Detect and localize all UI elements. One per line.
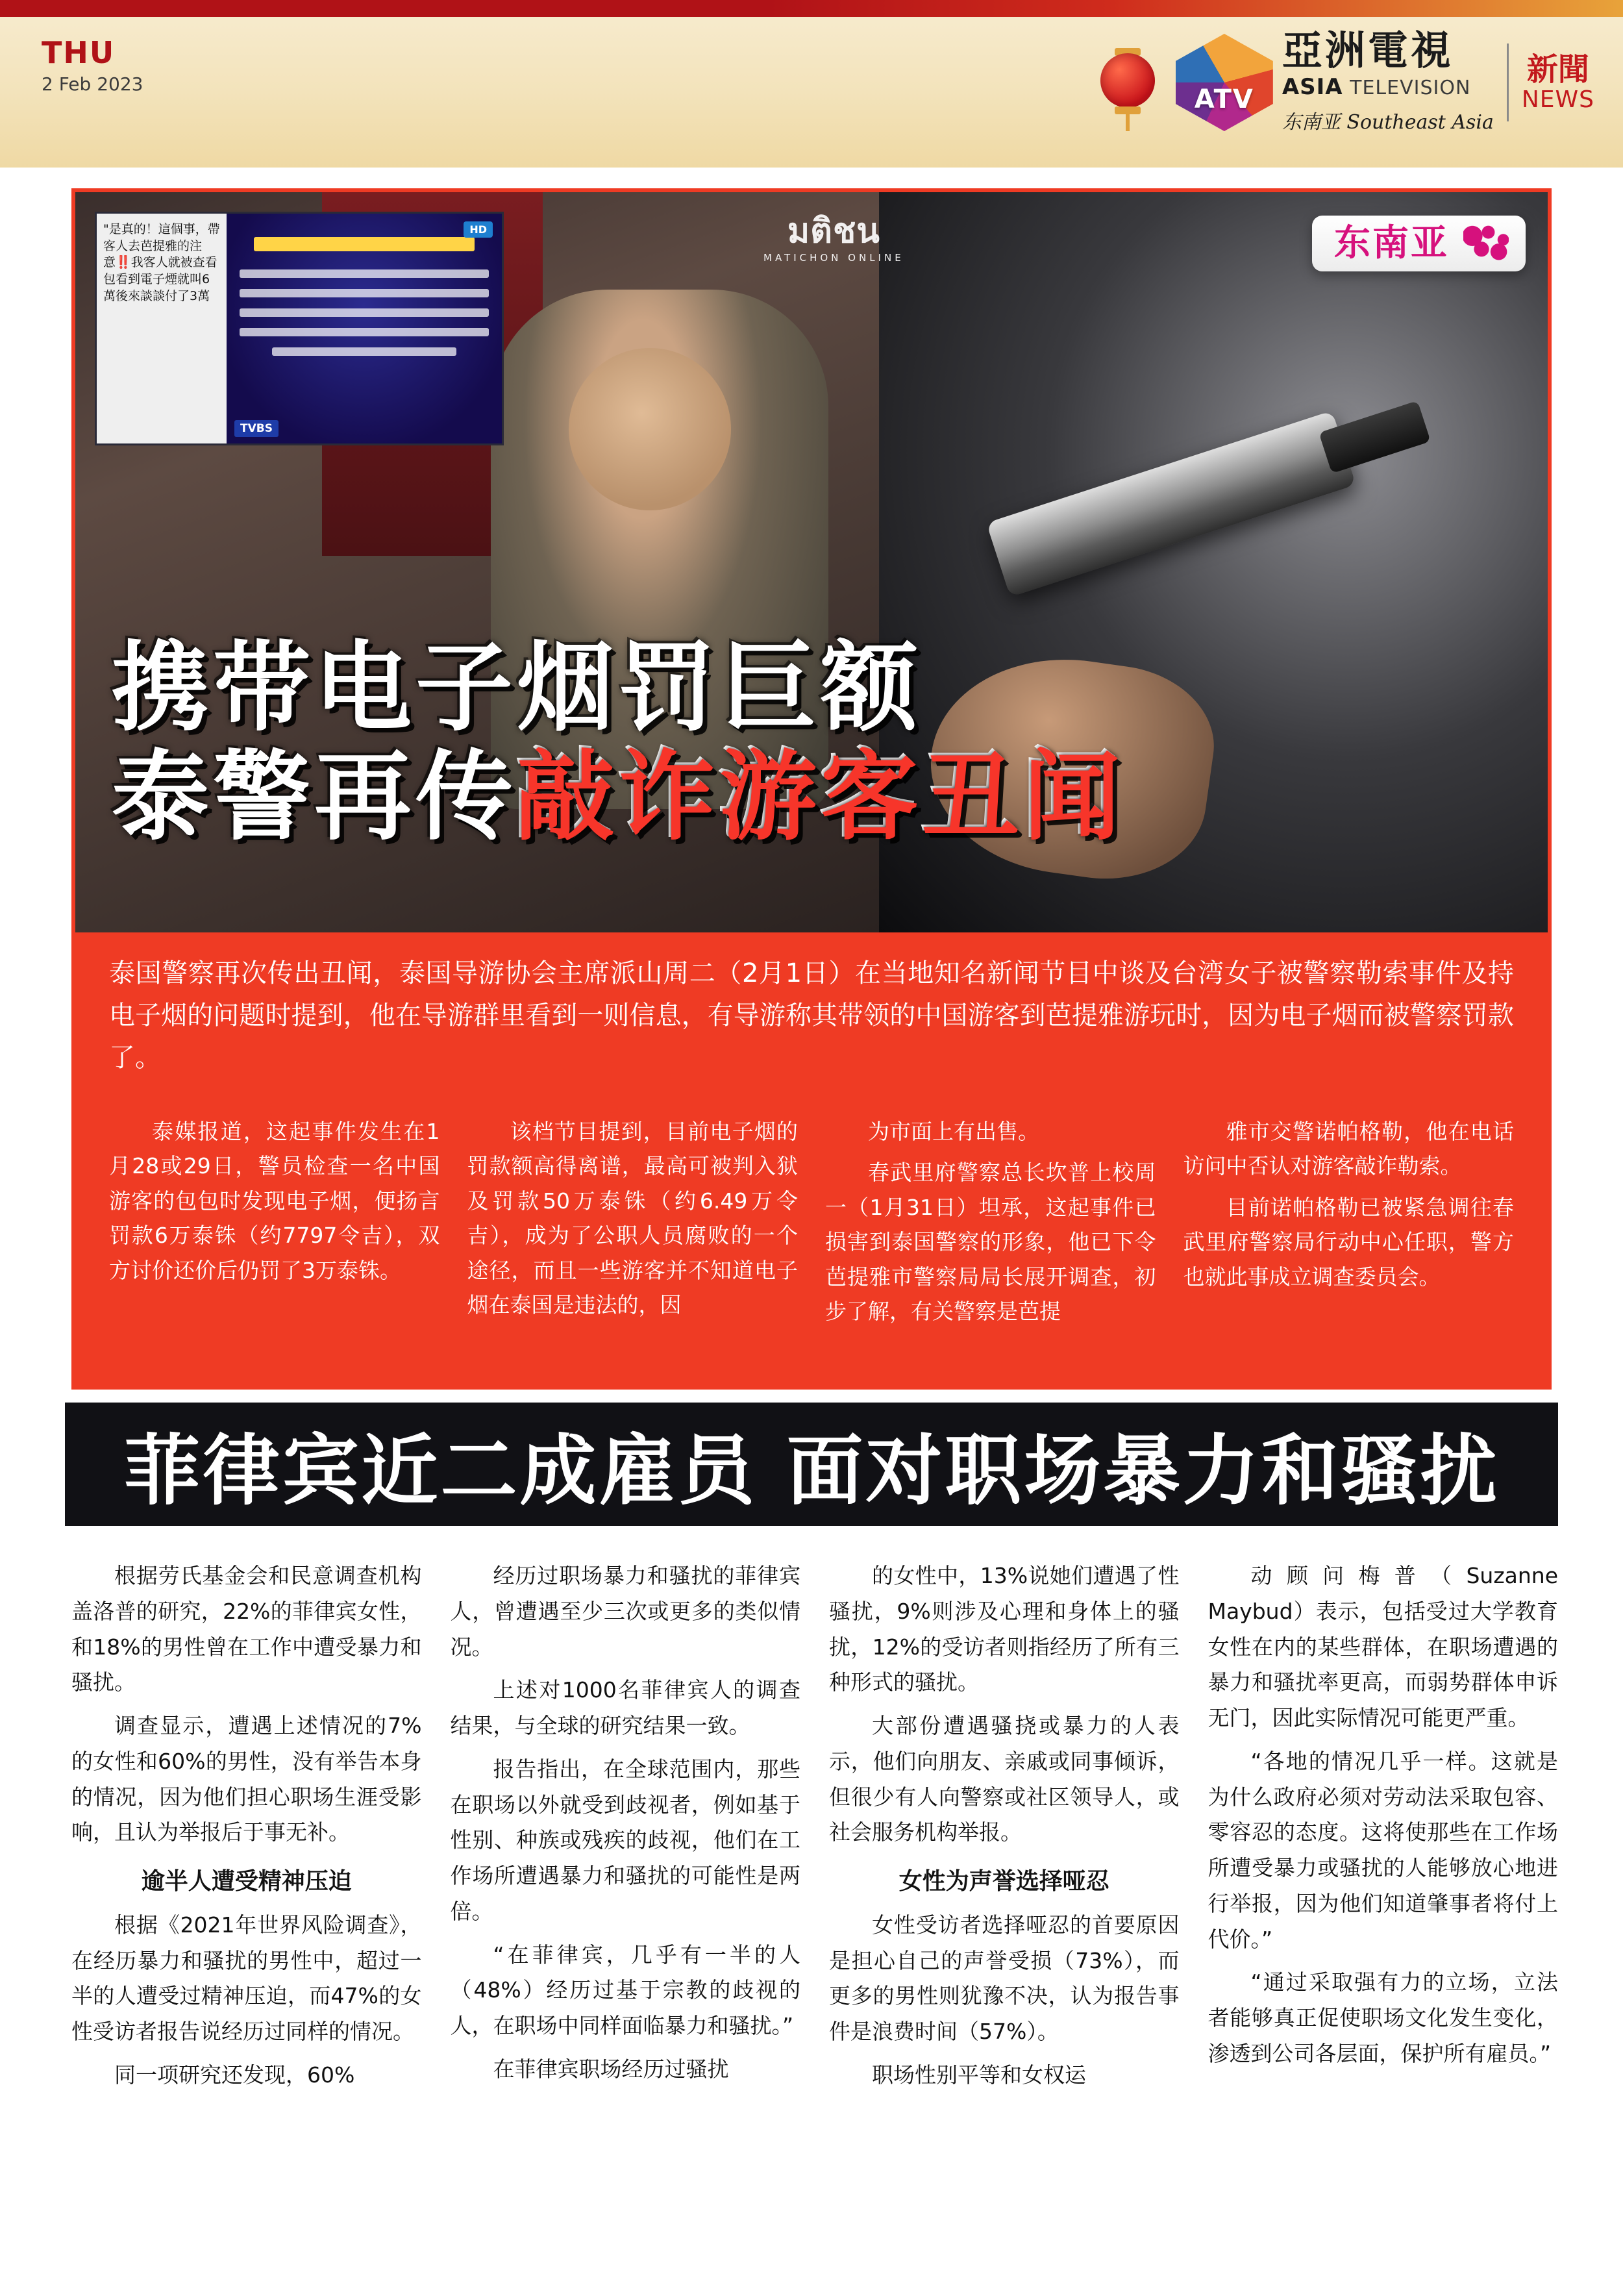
- brand-name-en-line2: TELEVISION: [1350, 77, 1471, 100]
- lead-story-column-3: [825, 1114, 1156, 1336]
- second-story-headline: 菲律宾近二成雇员 面对职场暴力和骚扰: [123, 1426, 1500, 1516]
- brand-name-cn: 亞洲電視: [1282, 27, 1454, 75]
- masthead: [0, 0, 1623, 168]
- body-paragraph: 上述对1000名菲律宾人的调查结果，与全球的研究结果一致。: [450, 1677, 800, 1739]
- publication-date: 2 Feb 2023: [42, 73, 143, 95]
- body-subheading: 女性为声誉选择哑忍: [898, 1868, 1109, 1895]
- body-paragraph: 经历过职场暴力和骚扰的菲律宾人，曾遭遇至少三次或更多的类似情况。: [450, 1563, 800, 1660]
- region-badge: [1312, 216, 1526, 271]
- photo-watermark-english: MATICHON ONLINE: [763, 252, 904, 264]
- inset-hd-badge: HD: [464, 221, 493, 238]
- inset-message-text: "是真的！這個事，帶客人去芭提雅的注意‼️我客人就被查看包看到電子煙就叫6萬後來談談付了3萬: [97, 214, 227, 443]
- headline-line-2-white: 泰警再传: [112, 741, 517, 854]
- lead-story-headline: [75, 634, 1548, 852]
- lead-story-paragraph: 雅市交警诺帕格勒，他在电话访问中否认对游客敲诈勒索。: [1183, 1119, 1514, 1179]
- photo-watermark: [763, 214, 904, 264]
- atv-logo-text: ATV: [1194, 84, 1254, 114]
- body-paragraph: 动顾问梅普（Suzanne Maybud）表示，包括受过大学教育女性在内的某些群体，在职场遭遇的暴力和骚扰率更高，而弱势群体申诉无门，因此实际情况可能更严重。: [1208, 1563, 1558, 1731]
- body-paragraph: 根据劳氏基金会和民意调查机构盖洛普的研究，22%的菲律宾女性，和18%的男性曾在工作中遭受暴力和骚扰。: [71, 1563, 422, 1695]
- brand-text: [1282, 27, 1494, 134]
- lead-story-paragraph: 为市面上有出售。: [868, 1119, 1039, 1144]
- lead-story-paragraph: 泰媒报道，这起事件发生在1月28或29日，警员检查一名中国游客的包包时发现电子烟，便扬言罚款6万泰铢（约7797令吉），双方讨价还价后仍罚了3万泰铢。: [109, 1119, 440, 1283]
- body-paragraph: “在菲律宾，几乎有一半的人（48%）经历过基于宗教的歧视的人，在职场中同样面临暴力和骚扰。”: [450, 1941, 800, 2039]
- headline-line-2-accent: 敲诈游客丑闻: [517, 741, 1125, 854]
- body-paragraph: 的女性中，13%说她们遭遇了性骚扰，9%则涉及心理和身体上的骚扰，12%的受访者则指经历了所有三种形式的骚扰。: [829, 1563, 1180, 1695]
- brand-name-en-line1: ASIA: [1282, 74, 1343, 101]
- inset-channel-tag: TVBS: [234, 420, 279, 437]
- body-paragraph: 调查显示，遭遇上述情况的7%的女性和60%的男性，没有举告本身的情况，因为他们担心职场生涯受影响，且认为举报后于事无补。: [71, 1713, 422, 1845]
- body-paragraph: 职场性别平等和女权运: [872, 2062, 1086, 2088]
- photo-vape-device: [986, 410, 1356, 597]
- lead-story-column-4: [1183, 1114, 1515, 1336]
- second-story-columns: [71, 1558, 1558, 2101]
- brand-news-cn: 新聞: [1526, 51, 1589, 88]
- body-paragraph: 大部份遭遇骚挠或暴力的人表示，他们向朋友、亲戚或同事倾诉，但很少有人向警察或社区领导人，或社会服务机构举报。: [829, 1713, 1180, 1845]
- day-of-week: THU: [42, 35, 116, 70]
- second-story-banner: [65, 1403, 1558, 1526]
- atv-logo-icon: [1176, 34, 1273, 131]
- brand-divider: [1507, 44, 1509, 121]
- photo-inset-screenshot: [95, 212, 504, 445]
- region-badge-label: 东南亚: [1334, 222, 1449, 264]
- brand-southeast-asia: [1282, 106, 1494, 134]
- lead-story-columns: [109, 1114, 1514, 1336]
- headline-line-1: 携带电子烟罚巨额: [112, 632, 923, 745]
- lead-story-column-2: [467, 1114, 799, 1336]
- body-paragraph: “各地的情况几乎一样。这就是为什么政府必须对劳动法采取包容、零容忍的态度。这将使那些在工作场所遭受暴力或骚扰的人能够放心地进行举报，因为他们知道肇事者将付上代价。”: [1208, 1748, 1558, 1952]
- photo-watermark-thai: มติชน: [787, 212, 880, 251]
- body-paragraph: “通过采取强有力的立场，立法者能够真正促使职场文化发生变化，渗透到公司各层面，保护所有雇员。”: [1208, 1969, 1558, 2066]
- brand-southeast-asia-en: Southeast Asia: [1346, 110, 1494, 134]
- body-subheading: 逾半人遭受精神压迫: [141, 1868, 352, 1895]
- brand-logo-group: [1089, 14, 1594, 151]
- lead-story-column-1: [109, 1114, 440, 1336]
- lead-story-paragraph: 春武里府警察总长坎普上校周一（1月31日）坦承，这起事件已损害到泰国警察的形象，他已下令芭提雅市警察局局长展开调查，初步了解，有关警察是芭提: [825, 1160, 1156, 1325]
- brand-name-en: [1282, 76, 1494, 99]
- body-paragraph: 女性受访者选择哑忍的首要原因是担心自己的声誉受损（73%），而更多的男性则犹豫不决，认为报告事件是浪费时间（57%）。: [829, 1912, 1180, 2045]
- lantern-icon: [1089, 34, 1167, 131]
- lead-story: [71, 188, 1552, 1390]
- masthead-accent-bar-left: [0, 0, 766, 17]
- brand-southeast-asia-cn: 东南亚: [1282, 110, 1341, 134]
- southeast-asia-map-icon: [1463, 225, 1509, 262]
- headline-line-2: [112, 743, 1511, 852]
- body-paragraph: 同一项研究还发现，60%: [114, 2062, 355, 2088]
- date-block: [42, 35, 143, 95]
- lead-story-standfirst: 泰国警察再次传出丑闻，泰国导游协会主席派山周二（2月1日）在当地知名新闻节目中谈及台湾女子被警察勒索事件及持电子烟的问题时提到，他在导游群里看到一则信息，有导游称其带领的中国游客到芭提雅游玩时，因为电子烟而被警察罚款了。: [109, 958, 1514, 1073]
- brand-news-block: [1522, 53, 1594, 112]
- brand-news-en: NEWS: [1521, 86, 1594, 113]
- inset-thai-slide: [227, 214, 502, 443]
- body-paragraph: 在菲律宾职场经历过骚扰: [493, 2056, 729, 2082]
- lead-story-paragraph: 目前诺帕格勒已被紧急调往春武里府警察局行动中心任职，警方也就此事成立调查委员会。: [1183, 1194, 1514, 1290]
- second-story-column-1: [71, 1558, 422, 2101]
- body-paragraph: 报告指出，在全球范围内，那些在职场以外就受到歧视者，例如基于性别、种族或残疾的歧视，他们在工作场所遭遇暴力和骚扰的可能性是两倍。: [450, 1756, 800, 1924]
- second-story-column-3: [829, 1558, 1180, 2101]
- lead-story-paragraph: 该档节目提到，目前电子烟的罚款额高得离谱，最高可被判入狱及罚款50万泰铢（约6.49万令吉），成为了公职人员腐败的一个途径，而且一些游客并不知道电子烟在泰国是违法的，因: [467, 1119, 798, 1318]
- body-paragraph: 根据《2021年世界风险调查》，在经历暴力和骚扰的男性中，超过一半的人遭受过精神压迫，而47%的女性受访者报告说经历过同样的情况。: [71, 1912, 422, 2045]
- second-story-column-2: [451, 1558, 801, 2101]
- second-story-column-4: [1208, 1558, 1559, 2101]
